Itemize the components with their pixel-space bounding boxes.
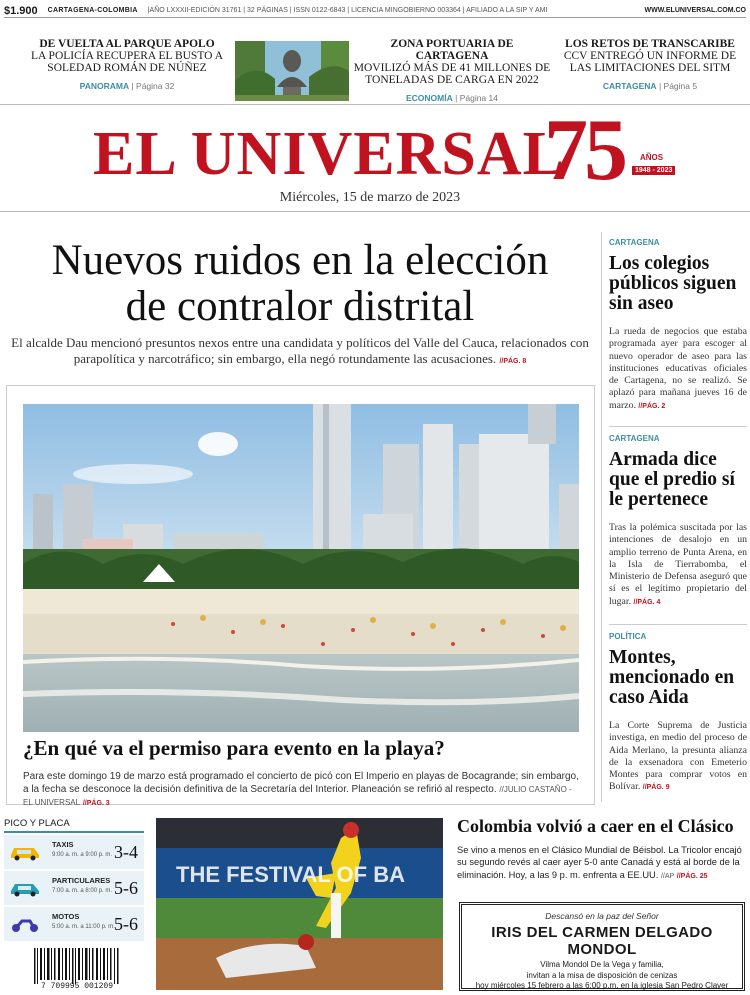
divider bbox=[609, 426, 747, 427]
lead-headline-line: de contralor distrital bbox=[125, 283, 475, 330]
lead-headline-line: Nuevos ruidos en la elección bbox=[51, 237, 549, 284]
edition-info: |AÑO LXXXII-EDICIÓN 31761 | 32 PÁGINAS | ISSN 0122-6843 | LICENCIA MINGOBIERNO 003364 | AFILIADO A LA SIP Y AMI bbox=[147, 7, 548, 14]
story-kicker: POLÍTICA bbox=[609, 632, 647, 641]
pico-label: TAXIS bbox=[52, 840, 74, 849]
bust-photo bbox=[235, 41, 349, 101]
website-link[interactable]: WWW.ELUNIVERSAL.COM.CO bbox=[644, 7, 746, 14]
pico-digits: 5-6 bbox=[114, 878, 138, 898]
right-story[interactable] bbox=[609, 632, 747, 795]
page-ref[interactable]: //PÁG. 25 bbox=[676, 872, 708, 880]
baseball-dek-text: Se vino a menos en el Clásico Mundial de Béisbol. La Tricolor encajó su segundo revés al caer ayer 5-0 ante Canadá y está al borde de la eliminación. Hoy, a las 9 p. m. enfrenta a EE.UU. bbox=[457, 845, 742, 880]
story-headline: Armada dice que el predio sí le pertenece bbox=[609, 449, 735, 510]
beach-photo bbox=[23, 404, 579, 732]
obit-name: IRIS DEL CARMEN DELGADO MONDOL bbox=[491, 924, 713, 958]
photo-story-headline[interactable]: ¿En qué va el permiso para evento en la playa? bbox=[23, 736, 445, 760]
photo-credit: //JULIO CASTAÑO - EL UNIVERSAL bbox=[23, 785, 572, 807]
baseball-headline[interactable]: Colombia volvió a caer en el Clásico bbox=[457, 816, 734, 836]
photo-story-summary bbox=[23, 770, 583, 810]
city: CARTAGENA-COLOMBIA bbox=[47, 7, 138, 14]
teaser-section: ECONOMÍA | Página 14 bbox=[406, 93, 498, 103]
right-story[interactable] bbox=[609, 434, 747, 609]
teaser-title: DE VUELTA AL PARQUE APOLO bbox=[39, 38, 215, 50]
page-ref: //PÁG. 2 bbox=[638, 402, 666, 410]
story-headline: Los colegios públicos siguen sin aseo bbox=[609, 253, 737, 314]
teaser-text: TONELADAS DE CARGA EN 2022 bbox=[365, 74, 539, 86]
teaser-text: LA POLICÍA RECUPERA EL BUSTO A bbox=[30, 50, 223, 62]
teaser-text: MOVILIZÓ MÁS DE 41 MILLONES DE bbox=[353, 62, 551, 74]
issue-date: Miércoles, 15 de marzo de 2023 bbox=[279, 190, 461, 205]
teaser-cartagena[interactable] bbox=[555, 38, 745, 92]
teaser-title: LOS RETOS DE TRANSCARIBE bbox=[565, 38, 735, 50]
baseball-summary bbox=[457, 844, 747, 883]
teaser-economia[interactable] bbox=[353, 38, 551, 104]
teaser-text: CCV ENTREGÓ UN INFORME DE bbox=[563, 50, 737, 62]
barcode bbox=[32, 948, 122, 994]
motorcycle-icon bbox=[8, 915, 42, 933]
taxi-icon bbox=[8, 843, 42, 861]
teaser-panorama[interactable] bbox=[26, 38, 228, 92]
teaser-section: CARTAGENA | Página 5 bbox=[602, 81, 698, 91]
pico-row bbox=[4, 907, 144, 941]
story-body: La Corte Suprema de Justicia investiga, en medio del proceso de Aida Merlano, la presunta alianza de la exsenadora con Emeterio Montes para comprar votos en Bolívar. //PÁG. 9 bbox=[609, 720, 747, 793]
pico-title: PICO Y PLACA bbox=[4, 818, 144, 833]
pico-label: PARTICULARES bbox=[52, 876, 111, 885]
pico-y-placa bbox=[4, 818, 144, 936]
anniversary-label: AÑOS bbox=[640, 153, 664, 162]
story-kicker: CARTAGENA bbox=[609, 434, 660, 443]
pico-time: 7:00 a. m. a 8:00 p. m. bbox=[52, 888, 113, 894]
pico-row bbox=[4, 835, 144, 869]
obit-family: Vilma Mondol De la Vega y familia, bbox=[540, 960, 664, 969]
pico-time: 5:00 a. m. a 11:00 p. m. bbox=[52, 924, 115, 930]
pico-row bbox=[4, 871, 144, 905]
pico-label: MOTOS bbox=[52, 912, 80, 921]
barcode-number: 7 709995 001209 bbox=[40, 982, 113, 991]
pico-digits: 3-4 bbox=[114, 842, 138, 862]
newspaper-logo: EL UNIVERSAL bbox=[93, 120, 565, 188]
stadium-banner: THE FESTIVAL OF BA bbox=[176, 862, 405, 887]
pico-digits: 5-6 bbox=[114, 914, 138, 934]
page-ref: //PÁG. 9 bbox=[642, 784, 670, 792]
page-ref: //PÁG. 4 bbox=[633, 598, 661, 606]
story-body: La rueda de negocios que estaba programada ayer para escoger al nuevo operador de aseo para las instituciones educativas oficiales de Cartagena, no se realizó. Se aplazó para mañana jueves 16 de marzo. //PÁG. 2 bbox=[609, 326, 747, 411]
baseball-photo bbox=[156, 818, 443, 990]
story-kicker: CARTAGENA bbox=[609, 238, 660, 247]
right-story[interactable] bbox=[609, 238, 747, 413]
teaser-text: SOLEDAD ROMÁN DE NÚÑEZ bbox=[47, 62, 207, 74]
photo-story bbox=[6, 385, 595, 805]
car-icon bbox=[8, 879, 42, 897]
obit-intro: Descansó en la paz del Señor bbox=[545, 911, 659, 921]
right-column bbox=[601, 232, 746, 802]
obituary-notice bbox=[459, 902, 745, 991]
anniversary-number: 75 bbox=[544, 102, 624, 199]
teaser-title: ZONA PORTUARIA DE CARTAGENA bbox=[390, 38, 514, 62]
lead-dek-text: El alcalde Dau mencionó presuntos nexos entre una candidata y políticos del Valle del Cauca, relacionados con parapolítica y narcotráfico; sin embargo, ella negó rotundamente las acusaciones. bbox=[11, 335, 589, 366]
teaser-text: LAS LIMITACIONES DEL SITM bbox=[569, 62, 731, 74]
divider bbox=[609, 624, 747, 625]
page-ref[interactable]: //PÁG. 3 bbox=[82, 800, 110, 807]
obit-invite: invitan a la misa de disposición de cenizas bbox=[526, 970, 678, 980]
teaser-section: PANORAMA | Página 32 bbox=[79, 81, 175, 91]
page-ref[interactable]: //PÁG. 8 bbox=[499, 358, 527, 365]
price: $1.900 bbox=[4, 4, 38, 17]
story-headline: Montes, mencionado en caso Aida bbox=[609, 647, 735, 708]
masthead bbox=[0, 104, 750, 212]
lead-headline[interactable] bbox=[10, 238, 590, 330]
lead-summary bbox=[6, 335, 594, 370]
anniversary-years: 1948 - 2023 bbox=[632, 166, 675, 175]
pico-time: 9:00 a. m. a 9:00 p. m. bbox=[52, 852, 113, 858]
top-bar bbox=[4, 4, 746, 18]
obit-details: hoy miércoles 15 febrero a las 6:00 p.m. en la iglesia San Pedro Claver bbox=[475, 981, 729, 990]
story-body: Tras la polémica suscitada por las intenciones de desalojo en un amplio terreno de Punta Arena, en la Isla de Tierrabomba, el Ministerio de Defensa aseguró que sí es el legítimo propietario del lugar. //PÁG. 4 bbox=[609, 522, 747, 607]
photo-credit: //AP bbox=[660, 872, 675, 880]
photo-dek-text: Para este domingo 19 de marzo está programado el concierto de picó con El Imperio en playas de Bocagrande; sin embargo, a la fecha se desconoce la decisión definitiva de la Secretaría del Interior. Planeación se refirió al respecto. bbox=[23, 771, 579, 795]
